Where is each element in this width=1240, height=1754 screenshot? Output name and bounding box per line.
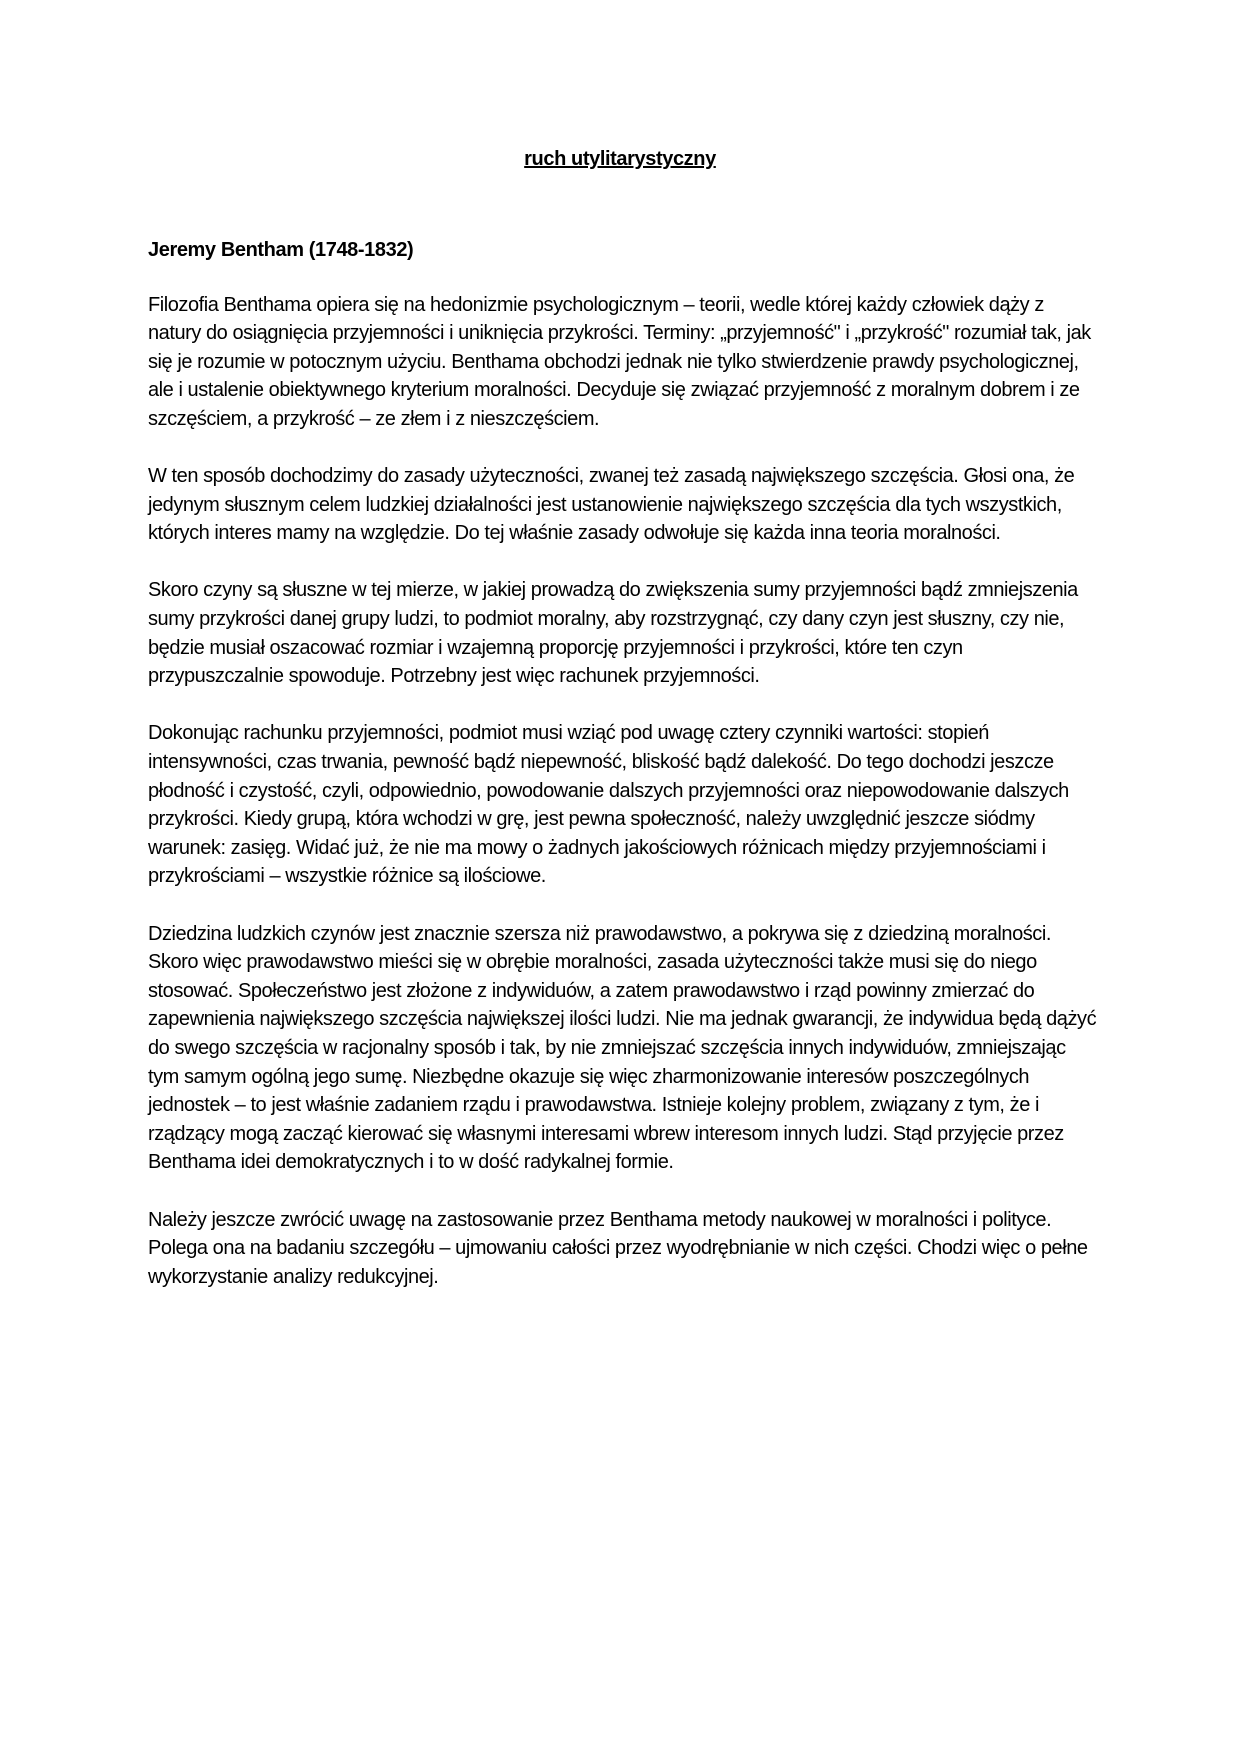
paragraph-6: Należy jeszcze zwrócić uwagę na zastosowanie przez Benthama metody naukowej w moralności i polityce. Polega ona na badaniu szczegółu – ujmowaniu całości przez wyodrębnianie w nich części. Chodzi więc o pełne wykorzystanie analizy redukcyjnej.: [148, 1208, 1088, 1288]
document-title: ruch utylitarystyczny: [524, 148, 716, 170]
paragraph-1: Filozofia Benthama opiera się na hedonizmie psychologicznym – teorii, wedle której każdy człowiek dąży z natury do osiągnięcia przyjemności i uniknięcia przykrości. Terminy: „przyjemność" i „przykrość" rozumiał tak, jak się je rozumie w potocznym użyciu. Benthama obchodzi jednak nie tylko stwierdzenie prawdy psychologicznej, ale i ustalenie obiektywnego kryterium moralności. Decyduje się związać przyjemność z moralnym dobrem i ze szczęściem, a przykrość – ze złem i z nieszczęściem.: [148, 293, 1091, 430]
paragraph-2: W ten sposób dochodzimy do zasady użyteczności, zwanej też zasadą największego szczęścia. Głosi ona, że jedynym słusznym celem ludzkiej działalności jest ustanowienie największego szczęścia dla tych wszystkich, których interes mamy na względzie. Do tej właśnie zasady odwołuje się każda inna teoria moralności.: [148, 465, 1075, 545]
section-heading: Jeremy Bentham (1748-1832): [148, 239, 414, 261]
paragraph-5: Dziedzina ludzkich czynów jest znacznie szersza niż prawodawstwo, a pokrywa się z dziedziną moralności. Skoro więc prawodawstwo mieści się w obrębie moralności, zasada użyteczności także musi się do niego stosować. Społeczeństwo jest złożone z indywiduów, a zatem prawodawstwo i rząd powinny zmierzać do zapewnienia największego szczęścia największej ilości ludzi. Nie ma jednak gwarancji, że indywidua będą dążyć do swego szczęścia w racjonalny sposób i tak, by nie zmniejszać szczęścia innych indywiduów, zmniejszając tym samym ogólną jego sumę. Niezbędne okazuje się więc zharmonizowanie interesów poszczególnych jednostek – to jest właśnie zadaniem rządu i prawodawstwa. Istnieje kolejny problem, związany z tym, że i rządzący mogą zacząć kierować się własnymi interesami wbrew interesom innych ludzi. Stąd przyjęcie przez Benthama idei demokratycznych i to w dość radykalnej formie.: [148, 922, 1097, 1174]
paragraph-3: Skoro czyny są słuszne w tej mierze, w jakiej prowadzą do zwiększenia sumy przyjemności bądź zmniejszenia sumy przykrości danej grupy ludzi, to podmiot moralny, aby rozstrzygnąć, czy dany czyn jest słuszny, czy nie, będzie musiał oszacować rozmiar i wzajemną proporcję przyjemności i przykrości, które ten czyn przypuszczalnie spowoduje. Potrzebny jest więc rachunek przyjemności.: [148, 579, 1078, 688]
document-body: [148, 236, 1098, 1320]
paragraph-4: Dokonując rachunku przyjemności, podmiot musi wziąć pod uwagę cztery czynniki wartości: stopień intensywności, czas trwania, pewność bądź niepewność, bliskość bądź dalekość. Do tego dochodzi jeszcze płodność i czystość, czyli, odpowiednio, powodowanie dalszych przyjemności oraz niepowodowanie dalszych przykrości. Kiedy grupą, która wchodzi w grę, jest pewna społeczność, należy uwzględnić jeszcze siódmy warunek: zasięg. Widać już, że nie ma mowy o żadnych jakościowych różnicach między przyjemnościami i przykrościami – wszystkie różnice są ilościowe.: [148, 722, 1069, 888]
